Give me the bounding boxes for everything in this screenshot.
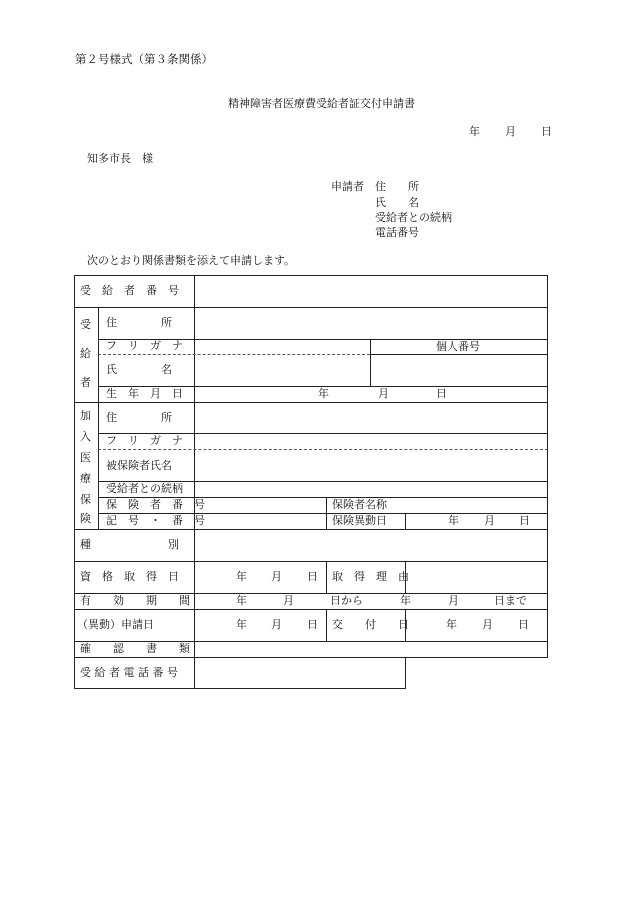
validity-to-suffix: 日まで — [494, 594, 527, 607]
birth-year: 年 — [318, 387, 329, 400]
form-title: 精神障害者医療費受給者証交付申請書 — [228, 97, 415, 110]
insurance-furigana-label: フ リ ガ ナ — [106, 434, 183, 447]
insurance-side-5: 保 — [80, 493, 91, 506]
applicant-address-label: 住 所 — [375, 180, 419, 193]
insurance-side-1: 加 — [80, 409, 91, 422]
birth-day: 日 — [436, 387, 447, 400]
qualify-date-label: 資 格 取 得 日 — [80, 570, 179, 583]
apply-month: 月 — [271, 618, 282, 631]
apply-date-label: （異動）申請日 — [77, 618, 154, 631]
recipient-phone-label: 受 給 者 電 話 番 号 — [80, 666, 178, 679]
insurance-side-3: 医 — [80, 451, 91, 464]
recipient-birth-label: 生 年 月 日 — [106, 387, 183, 400]
insurance-address-label: 住 所 — [106, 411, 172, 424]
issue-month: 月 — [482, 618, 493, 631]
ins-change-month: 月 — [484, 514, 495, 527]
validity-from-suffix: 日から — [330, 594, 363, 607]
recipient-furigana-label: フ リ ガ ナ — [106, 339, 183, 352]
recipient-address-label: 住 所 — [106, 316, 172, 329]
date-day: 日 — [541, 125, 552, 138]
insurance-side-4: 療 — [80, 472, 91, 485]
form-number: 第２号様式（第３条関係） — [75, 52, 213, 66]
applicant-phone-label: 電話番号 — [375, 226, 419, 239]
applicant-name-label: 氏 名 — [375, 196, 419, 209]
type-label: 種 別 — [80, 538, 179, 551]
apply-day: 日 — [307, 618, 318, 631]
insurance-side-2: 入 — [80, 430, 91, 443]
issue-year: 年 — [446, 618, 457, 631]
recipient-number-label: 受 給 者 番 号 — [80, 284, 179, 297]
insurance-side-6: 険 — [80, 512, 91, 525]
issue-day: 日 — [518, 618, 529, 631]
validity-from-month: 月 — [283, 594, 294, 607]
symbol-number-label: 記 号 ・ 番 号 — [106, 514, 205, 527]
validity-to-year: 年 — [400, 594, 411, 607]
insurance-change-date-label: 保険異動日 — [332, 514, 387, 527]
insured-name-label: 被保険者氏名 — [106, 459, 172, 472]
intro-text: 次のとおり関係書類を添えて申請します。 — [87, 254, 296, 267]
addressee: 知多市長 様 — [87, 152, 153, 165]
insurer-number-label: 保 険 者 番 号 — [106, 498, 205, 511]
ins-change-year: 年 — [448, 514, 459, 527]
recipient-side-2: 給 — [80, 347, 91, 360]
validity-from-year: 年 — [236, 594, 247, 607]
validity-to-month: 月 — [448, 594, 459, 607]
ins-change-day: 日 — [519, 514, 530, 527]
recipient-side-3: 者 — [80, 376, 91, 389]
apply-year: 年 — [236, 618, 247, 631]
recipient-name-label: 氏 名 — [106, 363, 172, 376]
birth-month: 月 — [378, 387, 389, 400]
issue-date-label: 交 付 日 — [332, 618, 409, 631]
recipient-side-1: 受 — [80, 318, 91, 331]
applicant-label: 申請者 — [331, 180, 364, 193]
qualify-year: 年 — [236, 570, 247, 583]
recipient-number-field[interactable] — [195, 276, 547, 307]
validity-label: 有 効 期 間 — [80, 594, 190, 607]
qualify-day: 日 — [307, 570, 318, 583]
applicant-relation-label: 受給者との続柄 — [375, 211, 452, 224]
relation-label: 受給者との続柄 — [106, 482, 183, 495]
confirm-docs-label: 確 認 書 類 — [80, 642, 190, 655]
date-month: 月 — [505, 125, 516, 138]
insurer-name-label: 保険者名称 — [332, 498, 387, 511]
acquire-reason-label: 取 得 理 由 — [332, 570, 409, 583]
personal-number-label: 個人番号 — [436, 340, 480, 353]
qualify-month: 月 — [271, 570, 282, 583]
date-year: 年 — [469, 125, 480, 138]
